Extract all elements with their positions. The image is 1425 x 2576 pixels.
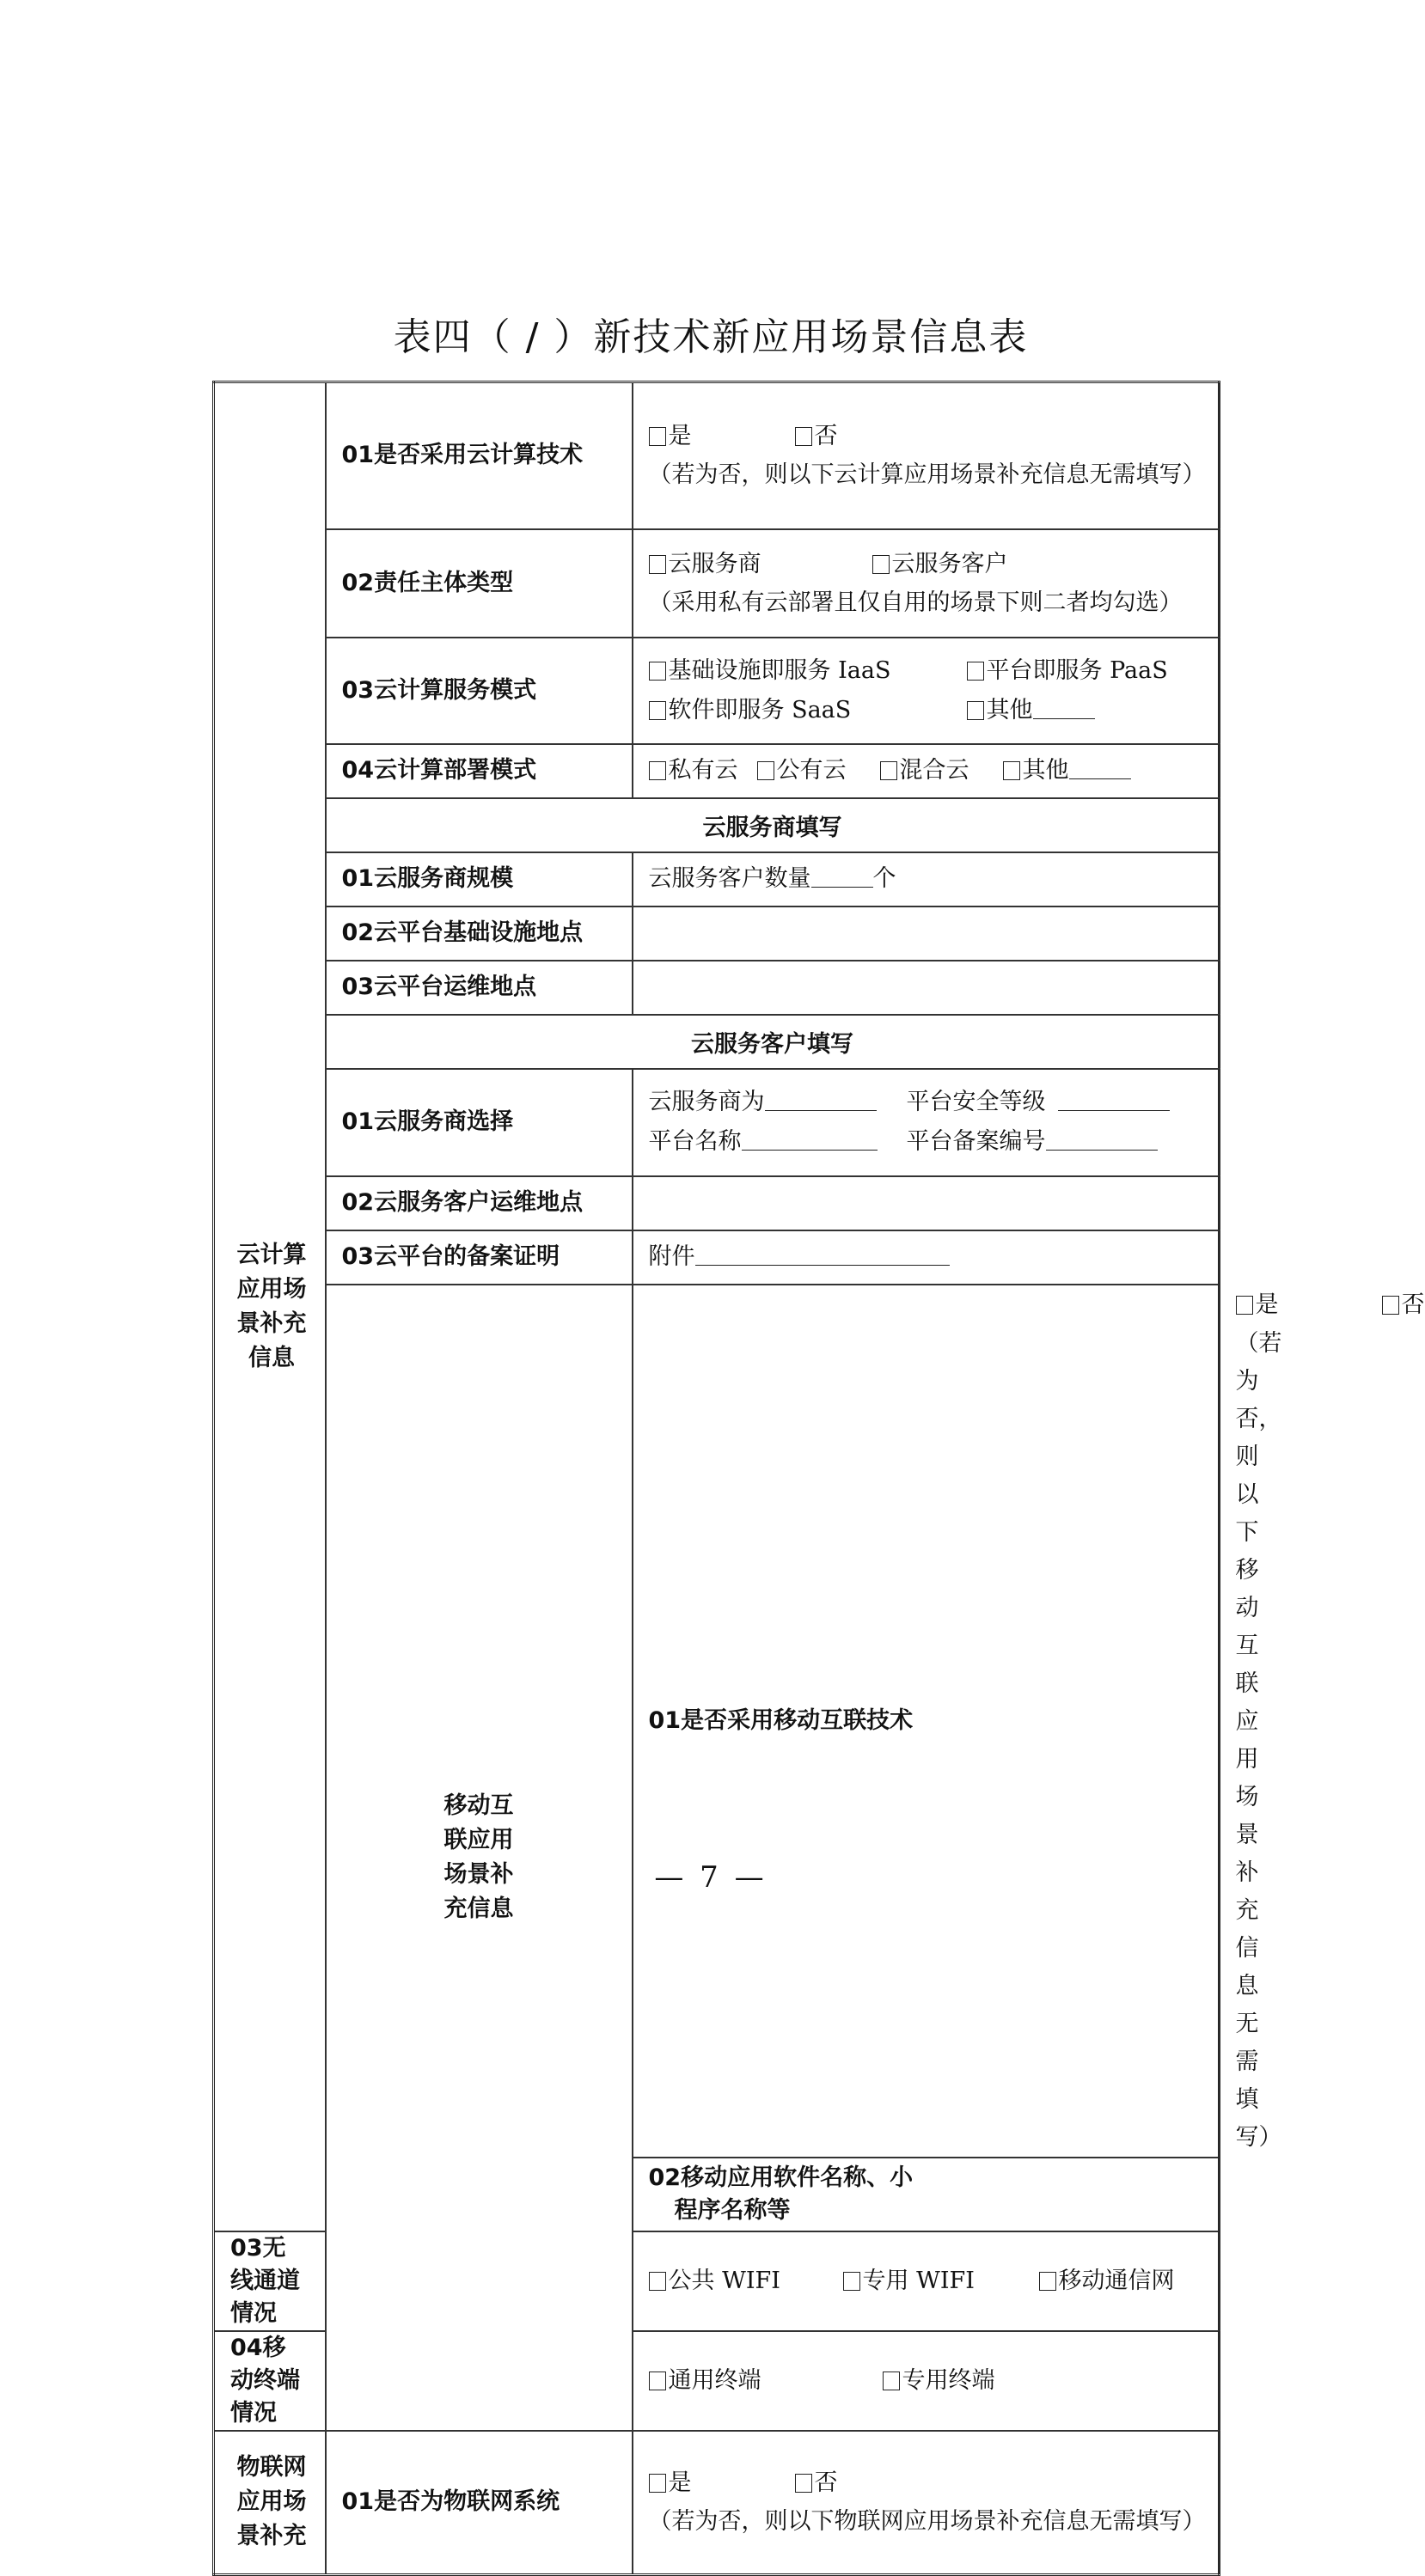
mobile-q01-label: 01是否采用移动互联技术 bbox=[633, 1285, 1220, 2158]
customer-c01-value bbox=[633, 1069, 1220, 1176]
provider-p01-value: 云服务客户数量 个 bbox=[633, 852, 1220, 906]
table-row bbox=[214, 2431, 1220, 2575]
checkbox-icon bbox=[757, 761, 774, 780]
mobile-network-option[interactable]: 移动通信网 bbox=[1039, 2262, 1175, 2301]
iot-q01-no-option[interactable]: 否 bbox=[795, 2463, 838, 2503]
mobile-q04-value bbox=[633, 2331, 1220, 2431]
checkbox-icon bbox=[795, 427, 812, 446]
service-other-option[interactable]: 其他 bbox=[967, 691, 1095, 730]
provider-p01-label: 01云服务商规模 bbox=[326, 852, 633, 906]
platform-name-field[interactable]: 平台名称 bbox=[649, 1122, 907, 1162]
checkbox-icon bbox=[649, 701, 666, 720]
iot-q01-value bbox=[633, 2431, 1220, 2575]
deploy-other-option[interactable]: 其他 bbox=[1003, 751, 1131, 791]
platform-record-field[interactable]: 平台备案编号 bbox=[907, 1122, 1158, 1162]
general-terminal-option[interactable]: 通用终端 bbox=[649, 2361, 883, 2401]
checkbox-icon bbox=[1382, 1296, 1399, 1315]
customer-c03-value: 附件 bbox=[633, 1230, 1220, 1285]
iot-q01-label: 01是否为物联网系统 bbox=[326, 2431, 633, 2575]
checkbox-icon bbox=[967, 662, 984, 681]
customer-c03-label: 03云平台的备案证明 bbox=[326, 1230, 633, 1285]
table-row bbox=[214, 1069, 1220, 1176]
checkbox-icon bbox=[649, 2272, 666, 2291]
table-row bbox=[214, 638, 1220, 744]
cloud-q01-note: （若为否，则以下云计算应用场景补充信息无需填写） bbox=[648, 461, 1206, 489]
table-row bbox=[214, 382, 1220, 529]
page-number: — 7 — bbox=[654, 1860, 768, 1895]
checkbox-icon bbox=[1236, 1296, 1253, 1315]
checkbox-icon bbox=[1039, 2272, 1056, 2291]
customer-c01-label: 01云服务商选择 bbox=[326, 1069, 633, 1176]
provider-p02-label: 02云平台基础设施地点 bbox=[326, 906, 633, 961]
cloud-q02-label: 02责任主体类型 bbox=[326, 529, 633, 638]
checkbox-icon bbox=[872, 555, 890, 574]
mobile-q01-no-option[interactable]: 否 bbox=[1382, 1285, 1425, 1325]
table-row bbox=[214, 1230, 1220, 1285]
table-row bbox=[214, 961, 1220, 1015]
table-row: 移动互联应用场景补充信息 01是否采用移动互联技术 是 否 （若为否，则以下移动互联应用场景补充信息无需填写） bbox=[214, 1285, 1220, 2158]
table-row bbox=[214, 906, 1220, 961]
provider-p03-label: 03云平台运维地点 bbox=[326, 961, 633, 1015]
scenario-info-table bbox=[212, 381, 1425, 2576]
table-row bbox=[214, 852, 1220, 906]
cloud-q03-label: 03云计算服务模式 bbox=[326, 638, 633, 744]
iot-q01-yes-option[interactable]: 是 bbox=[649, 2463, 795, 2503]
checkbox-icon bbox=[649, 662, 666, 681]
provider-p03-input[interactable] bbox=[633, 961, 1220, 1015]
private-wifi-option[interactable]: 专用 WIFI bbox=[843, 2262, 1039, 2301]
provider-name-field[interactable]: 云服务商为 bbox=[649, 1083, 907, 1122]
checkbox-icon bbox=[649, 427, 666, 446]
checkbox-icon bbox=[843, 2272, 860, 2291]
customer-c02-label: 02云服务客户运维地点 bbox=[326, 1176, 633, 1230]
checkbox-icon bbox=[880, 761, 897, 780]
hybrid-cloud-option[interactable]: 混合云 bbox=[880, 751, 1003, 791]
mobile-q03-value bbox=[633, 2231, 1220, 2331]
mobile-q04-label: 04移动终端情况 bbox=[214, 2331, 326, 2431]
saas-option[interactable]: 软件即服务 SaaS bbox=[649, 691, 967, 730]
private-cloud-option[interactable]: 私有云 bbox=[649, 751, 757, 791]
paas-option[interactable]: 平台即服务 PaaS bbox=[967, 651, 1168, 691]
table-row bbox=[214, 744, 1220, 798]
cloud-q02-note: （采用私有云部署且仅自用的场景下则二者均勾选） bbox=[648, 589, 1183, 616]
checkbox-icon bbox=[649, 2474, 666, 2493]
cloud-provider-option[interactable]: 云服务商 bbox=[649, 545, 872, 584]
section-mobile: 移动互联应用场景补充信息 bbox=[326, 1285, 633, 2431]
section-iot: 物联网应用场景补充 bbox=[214, 2431, 326, 2575]
iaas-option[interactable]: 基础设施即服务 IaaS bbox=[649, 651, 967, 691]
dedicated-terminal-option[interactable]: 专用终端 bbox=[883, 2361, 995, 2401]
provider-p02-input[interactable] bbox=[633, 906, 1220, 961]
customer-section-header: 云服务客户填写 bbox=[326, 1015, 1220, 1069]
mobile-q02-label: 02移动应用软件名称、小 程序名称等 bbox=[633, 2158, 1220, 2231]
service-other-blank[interactable] bbox=[1033, 696, 1095, 719]
cloud-q01-yes-option[interactable]: 是 bbox=[649, 417, 795, 456]
customer-count-blank[interactable] bbox=[811, 864, 873, 888]
section-cloud: 云计算应用场景补充信息 bbox=[214, 382, 326, 2231]
checkbox-icon bbox=[967, 701, 984, 720]
provider-section-header: 云服务商填写 bbox=[326, 798, 1220, 852]
checkbox-icon bbox=[649, 555, 666, 574]
cloud-q03-value bbox=[633, 638, 1220, 744]
table-row bbox=[214, 1176, 1220, 1230]
checkbox-icon bbox=[1003, 761, 1020, 780]
checkbox-icon bbox=[883, 2372, 900, 2390]
checkbox-icon bbox=[795, 2474, 812, 2493]
table-row bbox=[214, 1015, 1220, 1069]
checkbox-icon bbox=[649, 2372, 666, 2390]
cloud-q01-label: 01是否采用云计算技术 bbox=[326, 382, 633, 529]
deploy-other-blank[interactable] bbox=[1069, 756, 1131, 779]
cloud-q04-value bbox=[633, 744, 1220, 798]
public-wifi-option[interactable]: 公共 WIFI bbox=[649, 2262, 843, 2301]
iot-q01-note: （若为否，则以下物联网应用场景补充信息无需填写） bbox=[648, 2508, 1206, 2536]
customer-c02-input[interactable] bbox=[633, 1176, 1220, 1230]
attachment-blank[interactable] bbox=[695, 1242, 950, 1266]
page-title: 表四（ / ）新技术新应用场景信息表 bbox=[393, 315, 1029, 359]
cloud-q04-label: 04云计算部署模式 bbox=[326, 744, 633, 798]
security-level-field[interactable]: 平台安全等级 bbox=[907, 1083, 1170, 1122]
mobile-q03-label: 03无线通道情况 bbox=[214, 2231, 326, 2331]
public-cloud-option[interactable]: 公有云 bbox=[757, 751, 880, 791]
cloud-q01-no-option[interactable]: 否 bbox=[795, 417, 838, 456]
cloud-customer-option[interactable]: 云服务客户 bbox=[872, 545, 1008, 584]
cloud-q02-value bbox=[633, 529, 1220, 638]
table-row bbox=[214, 529, 1220, 638]
mobile-q01-yes-option[interactable]: 是 bbox=[1236, 1285, 1382, 1325]
checkbox-icon bbox=[649, 761, 666, 780]
table-row bbox=[214, 798, 1220, 852]
cloud-q01-value bbox=[633, 382, 1220, 529]
